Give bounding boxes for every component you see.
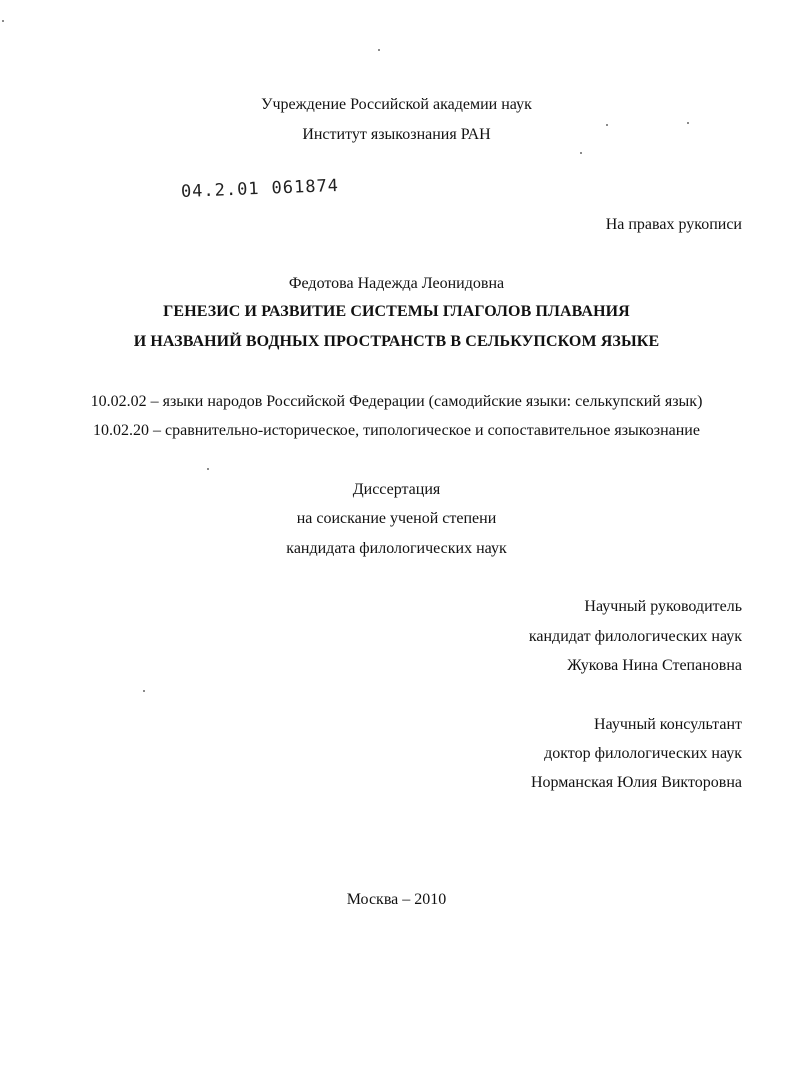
consultant-name: Норманская Юлия Викторовна bbox=[530, 774, 742, 791]
scan-speck bbox=[143, 690, 145, 692]
library-stamp bbox=[181, 176, 340, 202]
specialty-code-2: 10.02.20 – сравнительно-историческое, типологическое и сопоставительное языкознание bbox=[93, 422, 700, 439]
thesis-title-line-2: И НАЗВАНИЙ ВОДНЫХ ПРОСТРАНСТВ В СЕЛЬКУПСКОМ ЯЗЫКЕ bbox=[133, 333, 660, 350]
scan-speck bbox=[580, 152, 582, 154]
supervisor-role: Научный руководитель bbox=[584, 598, 742, 615]
supervisor-degree: кандидат филологических наук bbox=[528, 628, 742, 645]
stamp-number: 061874 bbox=[271, 175, 340, 199]
scan-speck bbox=[378, 49, 380, 51]
manuscript-rights: На правах рукописи bbox=[605, 216, 742, 233]
scan-speck bbox=[2, 20, 4, 22]
place-and-year: Москва – 2010 bbox=[346, 891, 447, 908]
document-type: Диссертация bbox=[352, 481, 441, 498]
thesis-title-line-1: ГЕНЕЗИС И РАЗВИТИЕ СИСТЕМЫ ГЛАГОЛОВ ПЛАВАНИЯ bbox=[163, 303, 630, 320]
degree-name: кандидата филологических наук bbox=[286, 540, 507, 557]
scan-speck bbox=[207, 468, 209, 470]
institution-name: Учреждение Российской академии наук bbox=[261, 96, 532, 113]
consultant-role: Научный консультант bbox=[594, 716, 742, 733]
specialty-code-1: 10.02.02 – языки народов Российской Федерации (самодийские языки: селькупский язык) bbox=[90, 393, 703, 410]
degree-purpose: на соискание ученой степени bbox=[296, 510, 497, 527]
supervisor-name: Жукова Нина Степановна bbox=[567, 657, 742, 674]
scan-speck bbox=[687, 122, 689, 124]
scan-speck bbox=[606, 124, 608, 126]
author-name: Федотова Надежда Леонидовна bbox=[288, 275, 505, 292]
stamp-date: 04.2.01 bbox=[180, 178, 260, 202]
institute-name: Институт языкознания РАН bbox=[302, 126, 491, 143]
consultant-degree: доктор филологических наук bbox=[544, 745, 742, 762]
